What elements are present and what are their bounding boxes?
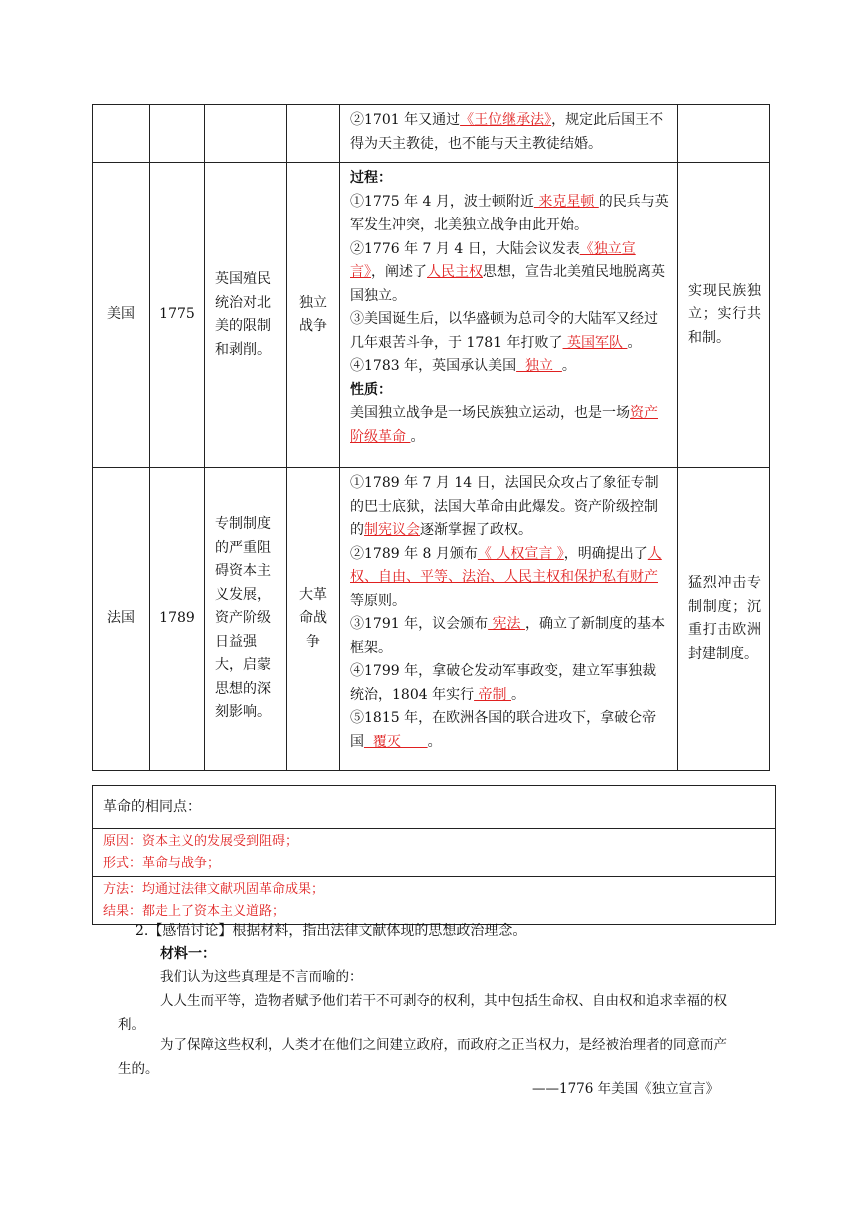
process-item: ③美国诞生后，以华盛顿为总司令的大陆军又经过几年艰苦斗争，于 1781 年打败了 英国军队 。: [350, 311, 658, 351]
material-paragraph: 我们认为这些真理是不言而喻的：: [160, 969, 363, 985]
material-title: 材料一：: [160, 946, 216, 962]
year-cell: 1775: [150, 163, 205, 468]
result-cell: 猛烈冲击专制制度；沉重打击欧洲封建制度。: [678, 468, 770, 771]
country-cell: 美国: [93, 163, 150, 468]
table-row: [93, 163, 770, 468]
process-cell: [340, 163, 678, 468]
common-point: 原因：资本主义的发展受到阻碍；: [103, 834, 299, 849]
common-points-group: [93, 829, 775, 877]
country-cell: 法国: [93, 468, 150, 771]
common-point: 结果：都走上了资本主义道路；: [103, 903, 286, 919]
discussion-question: 2.【感悟讨论】根据材料，指出法律文献体现的思想政治理念。: [135, 923, 527, 939]
table-row: [93, 105, 770, 163]
process-item: ④1783 年，英国承认美国 独立 。: [350, 358, 576, 374]
process-item: ④1799 年，拿破仑发动军事政变，建立军事独裁统治，1804 年实行 帝制 。: [350, 663, 657, 703]
form-cell: 大革命战争: [287, 468, 340, 771]
nature-text: 美国独立战争是一场民族独立运动，也是一场资产阶级革命 。: [350, 405, 658, 445]
process-item: ①1775 年 4 月，波士顿附近 来克星顿 的民兵与英军发生冲突，北美独立战争由此开始。: [350, 193, 669, 233]
process-item: ②1776 年 7 月 4 日，大陆会议发表《独立宣言》，阐述了人民主权思想，宣告北美殖民地脱离英国独立。: [350, 240, 665, 304]
material-paragraph: 人人生而平等，造物者赋予他们若干不可剥夺的权利，其中包括生命权、自由权和追求幸福的权利。: [118, 993, 727, 1033]
process-item: ③1791 年，议会颁布 宪法 ，确立了新制度的基本框架。: [350, 616, 665, 656]
process-heading: 过程：: [350, 170, 392, 186]
process-item: ②1789 年 8 月颁布《 人权宣言 》，明确提出了人权、自由、平等、法治、人民主权和保护私有财产等原则。: [350, 545, 662, 609]
result-cell: 实现民族独立；实行共和制。: [678, 163, 770, 468]
process-cell: [340, 468, 678, 771]
common-point: 方法：均通过法律文献巩固革命成果；: [103, 882, 325, 897]
cause-cell: 专制制度的严重阻碍资本主义发展，资产阶级日益强大，启蒙思想的深刻影响。: [205, 468, 287, 771]
process-item: ①1789 年 7 月 14 日，法国民众攻占了象征专制的巴士底狱，法国大革命由此爆发。资产阶级控制的制宪议会逐渐掌握了政权。: [350, 475, 659, 538]
year-cell: 1789: [150, 468, 205, 771]
process-item: ⑤1815 年，在欧洲各国的联合进攻下，拿破仑帝国 覆灭 。: [350, 710, 657, 750]
process-cell: ②1701 年又通过《王位继承法》，规定此后国王不得为天主教徒，也不能与天主教徒结婚。: [340, 105, 678, 163]
cause-cell: 英国殖民统治对北美的限制和剥削。: [205, 163, 287, 468]
material-source: ——1776 年美国《独立宣言》: [532, 1081, 720, 1097]
nature-heading: 性质：: [350, 381, 392, 398]
common-points-group: [93, 877, 775, 924]
table-row: [93, 468, 770, 771]
form-cell: 独立战争: [287, 163, 340, 468]
common-points-header: 革命的相同点：: [93, 786, 775, 829]
common-points-box: [92, 785, 776, 925]
material-paragraph: 为了保障这些权利，人类才在他们之间建立政府，而政府之正当权力，是经被治理者的同意而产生的。: [118, 1037, 727, 1077]
revolution-table: [92, 104, 770, 771]
common-point: 形式：革命与战争；: [103, 855, 221, 871]
